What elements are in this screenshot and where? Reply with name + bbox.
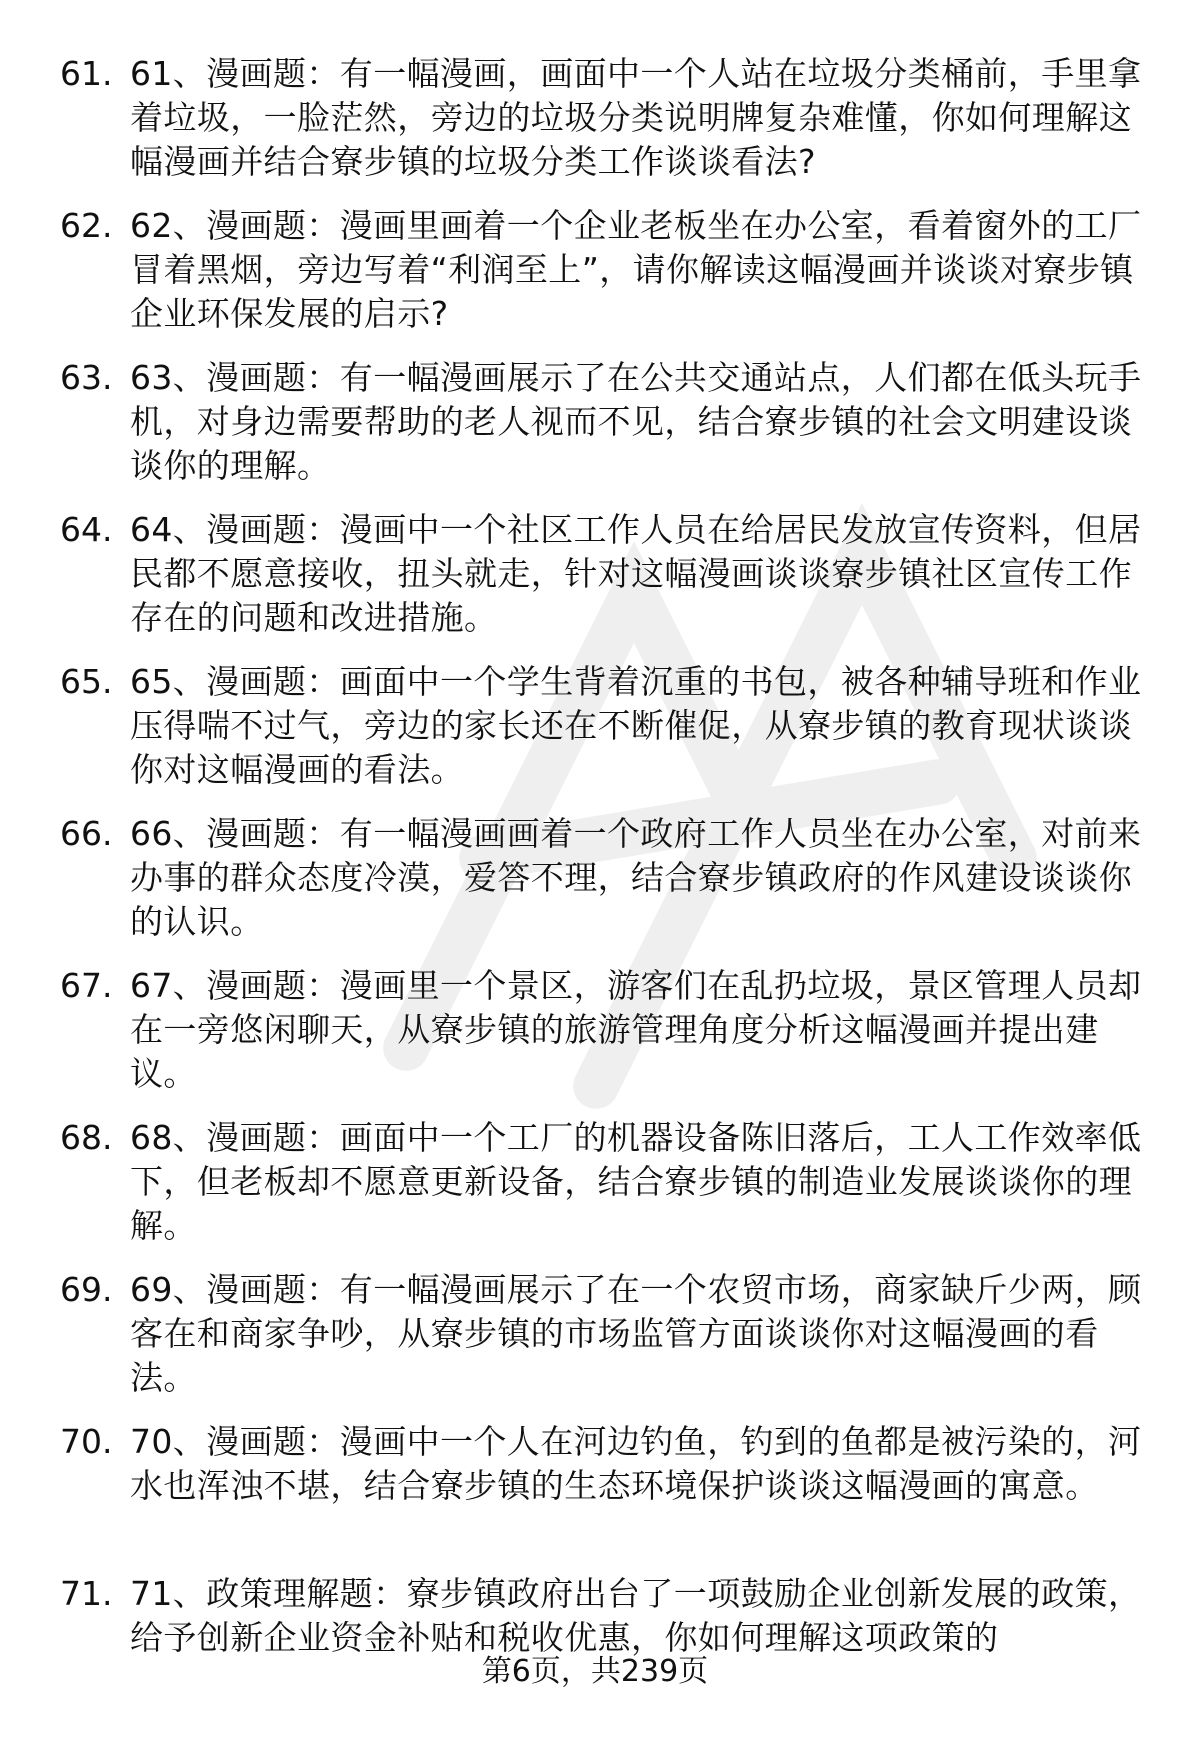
- question-item-71: [0, 1572, 1190, 1724]
- question-text: 63、漫画题：有一幅漫画展示了在公共交通站点，人们都在低头玩手机，对身边需要帮助的老人视而不见，结合寮步镇的社会文明建设谈谈你的理解。: [130, 358, 1142, 485]
- question-number: 65.: [60, 662, 113, 701]
- question-item-63: [0, 356, 1190, 508]
- question-text: 71、政策理解题：寮步镇政府出台了一项鼓励企业创新发展的政策，给予创新企业资金补贴和税收优惠，你如何理解这项政策的: [130, 1574, 1142, 1657]
- question-item-69: [0, 1268, 1190, 1420]
- question-item-68: [0, 1116, 1190, 1268]
- question-text: 68、漫画题：画面中一个工厂的机器设备陈旧落后，工人工作效率低下，但老板却不愿意更新设备，结合寮步镇的制造业发展谈谈你的理解。: [130, 1118, 1142, 1245]
- question-text: 61、漫画题：有一幅漫画，画面中一个人站在垃圾分类桶前，手里拿着垃圾，一脸茫然，旁边的垃圾分类说明牌复杂难懂，你如何理解这幅漫画并结合寮步镇的垃圾分类工作谈谈看法?: [130, 54, 1142, 181]
- page-footer: 第6页，共239页: [481, 1654, 709, 1689]
- question-text: 64、漫画题：漫画中一个社区工作人员在给居民发放宣传资料，但居民都不愿意接收，扭头就走，针对这幅漫画谈谈寮步镇社区宣传工作存在的问题和改进措施。: [130, 510, 1142, 637]
- question-text: 65、漫画题：画面中一个学生背着沉重的书包，被各种辅导班和作业压得喘不过气，旁边的家长还在不断催促，从寮步镇的教育现状谈谈你对这幅漫画的看法。: [130, 662, 1142, 789]
- question-item-67: [0, 964, 1190, 1116]
- question-item-70: [0, 1420, 1190, 1572]
- question-text: 69、漫画题：有一幅漫画展示了在一个农贸市场，商家缺斤少两，顾客在和商家争吵，从寮步镇的市场监管方面谈谈你对这幅漫画的看法。: [130, 1270, 1142, 1397]
- question-number: 69.: [60, 1270, 113, 1309]
- question-number: 67.: [60, 966, 113, 1005]
- question-text: 70、漫画题：漫画中一个人在河边钓鱼，钓到的鱼都是被污染的，河水也浑浊不堪，结合寮步镇的生态环境保护谈谈这幅漫画的寓意。: [130, 1422, 1142, 1505]
- question-item-61: [0, 52, 1190, 204]
- question-text: 67、漫画题：漫画里一个景区，游客们在乱扔垃圾，景区管理人员却在一旁悠闲聊天，从寮步镇的旅游管理角度分析这幅漫画并提出建议。: [130, 966, 1142, 1093]
- question-item-66: [0, 812, 1190, 964]
- question-number: 68.: [60, 1118, 113, 1157]
- question-text: 62、漫画题：漫画里画着一个企业老板坐在办公室，看着窗外的工厂冒着黑烟，旁边写着“利润至上”，请你解读这幅漫画并谈谈对寮步镇企业环保发展的启示?: [130, 206, 1142, 333]
- question-list: [0, 52, 1190, 1724]
- question-number: 71.: [60, 1574, 113, 1613]
- question-item-62: [0, 204, 1190, 356]
- question-number: 62.: [60, 206, 113, 245]
- question-number: 64.: [60, 510, 113, 549]
- question-item-64: [0, 508, 1190, 660]
- question-item-65: [0, 660, 1190, 812]
- question-number: 66.: [60, 814, 113, 853]
- question-number: 61.: [60, 54, 113, 93]
- question-number: 63.: [60, 358, 113, 397]
- question-number: 70.: [60, 1422, 113, 1461]
- question-text: 66、漫画题：有一幅漫画画着一个政府工作人员坐在办公室，对前来办事的群众态度冷漠，爱答不理，结合寮步镇政府的作风建设谈谈你的认识。: [130, 814, 1142, 941]
